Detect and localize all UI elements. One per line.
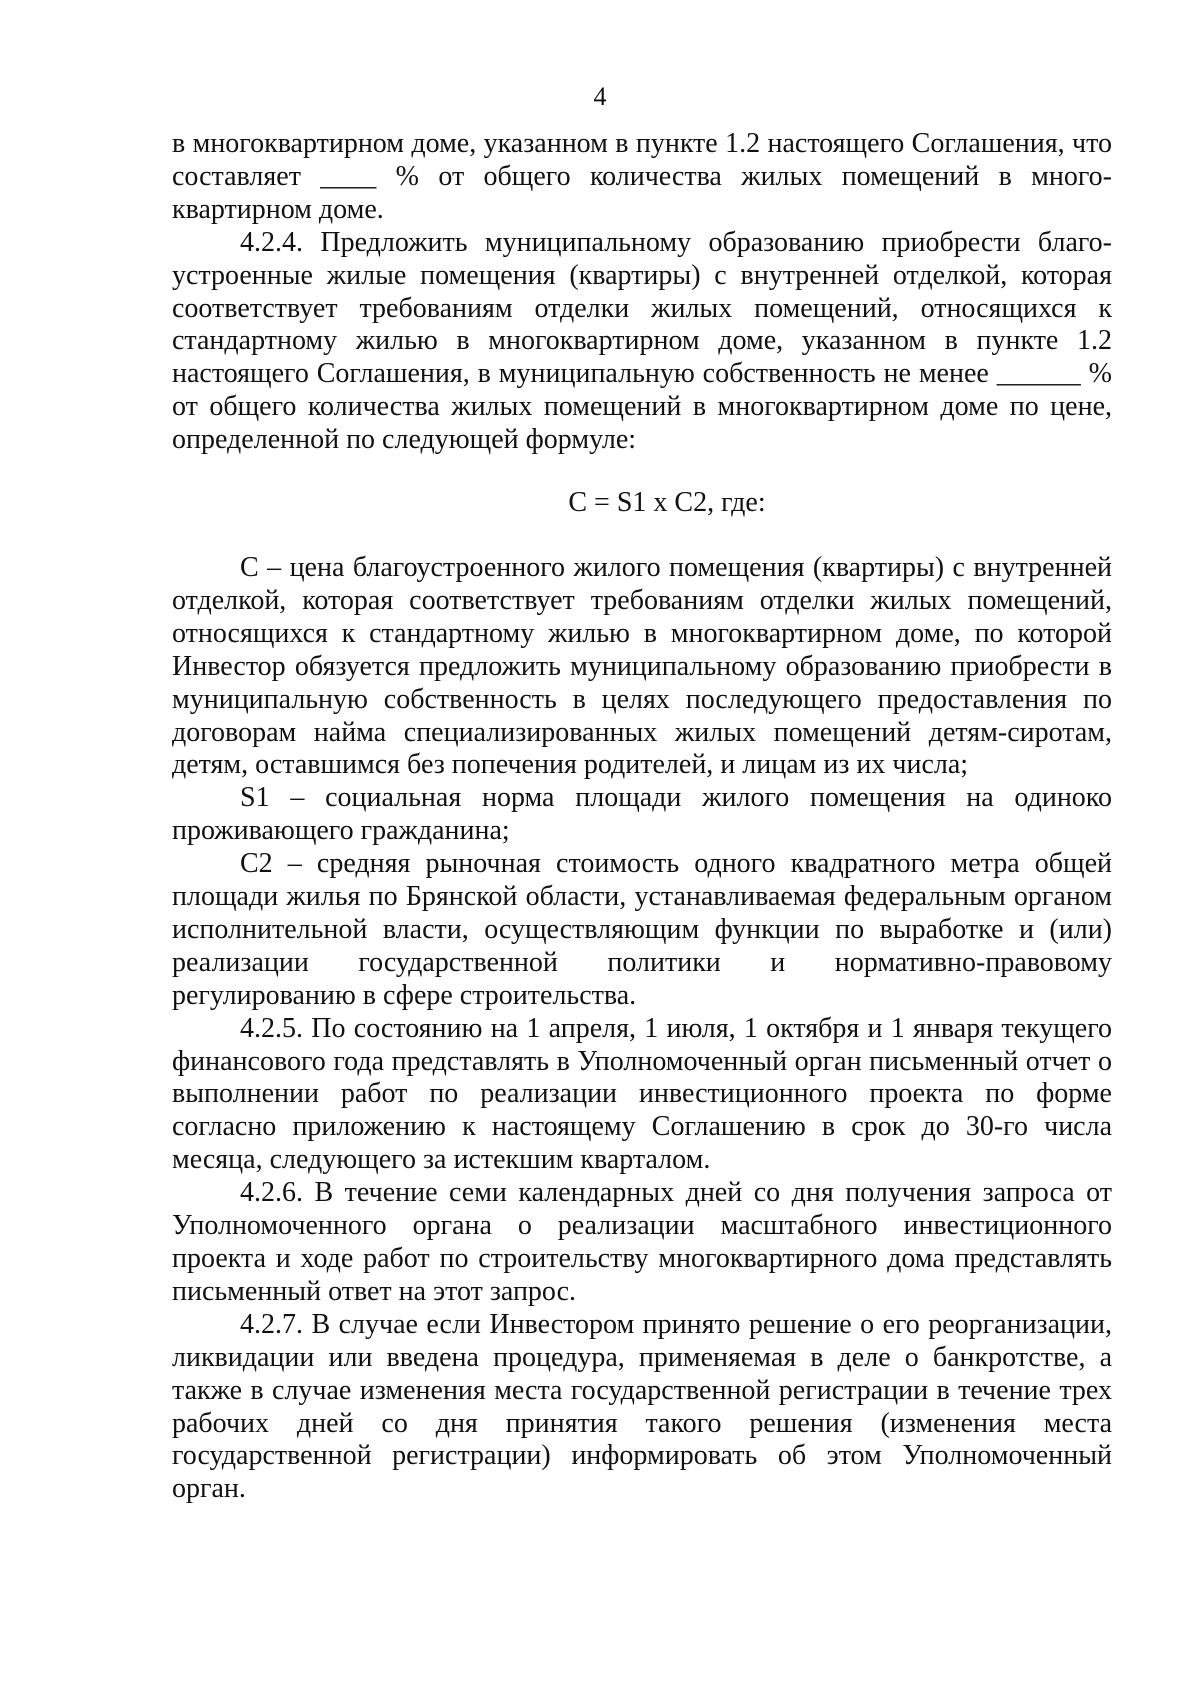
definition-s1: S1 – социальная норма площади жилого помещения на одиноко проживающего гражданина;: [172, 782, 1112, 847]
document-body: [172, 128, 1112, 1506]
paragraph-4-2-5: 4.2.5. По состоянию на 1 апреля, 1 июля, 1 октября и 1 января текущего финансового года представлять в Уполномоченный орган письменный отчет о выполнении работ по реализации инвестиционного проекта по форме согласно приложению к настоящему Соглашению в срок до 30-го числа месяца, следующего за истекшим кварталом.: [172, 1012, 1112, 1176]
paragraph-4-2-4: 4.2.4. Предложить муниципальному образованию приобрести благо-устроенные жилые помещения (квартиры) с внутренней отделкой, которая соответствует требованиям отделки жилых помещений, относящихся к стандартному жилью в многоквартирном доме, указанном в пункте 1.2 настоящего Соглашения, в муниципальную собственность не менее ______ % от общего количества жилых помещений в многоквартирном доме по цене, определенной по следующей формуле:: [172, 226, 1112, 456]
page-number: 4: [593, 82, 607, 111]
paragraph-4-2-6: 4.2.6. В течение семи календарных дней со дня получения запроса от Уполномоченного органа о реализации масштабного инвестиционного проекта и ходе работ по строительству многоквартирного дома представлять письменный ответ на этот запрос.: [172, 1177, 1112, 1307]
paragraph-continuation: в многоквартирном доме, указанном в пункте 1.2 настоящего Соглашения, что составляет ____ % от общего количества жилых помещений в много-квартирном доме.: [172, 128, 1112, 225]
definition-c: С – цена благоустроенного жилого помещения (квартиры) с внутренней отделкой, которая соответствует требованиям отделки жилых помещений, относящихся к стандартному жилью в многоквартирном доме, по которой Инвестор обязуется предложить муниципальному образованию приобрести в муниципальную собственность в целях последующего предоставления по договорам найма специализированных жилых помещений детям-сиротам, детям, оставшимся без попечения родителей, и лицам из их числа;: [172, 551, 1112, 781]
definition-c2: С2 – средняя рыночная стоимость одного квадратного метра общей площади жилья по Брянской области, устанавливаемая федеральным органом исполнительной власти, осуществляющим функции по выработке и (или) реализации государственной политики и нормативно-правовому регулированию в сфере строительства.: [172, 848, 1112, 1011]
paragraph-4-2-7: 4.2.7. В случае если Инвестором принято решение о его реорганизации, ликвидации или введена процедура, применяемая в деле о банкротстве, а также в случае изменения места государственной регистрации в течение трех рабочих дней со дня принятия такого решения (изменения места государственной регистрации) информировать об этом Уполномоченный орган.: [172, 1308, 1112, 1505]
price-formula: С = S1 х С2, где:: [568, 487, 766, 519]
